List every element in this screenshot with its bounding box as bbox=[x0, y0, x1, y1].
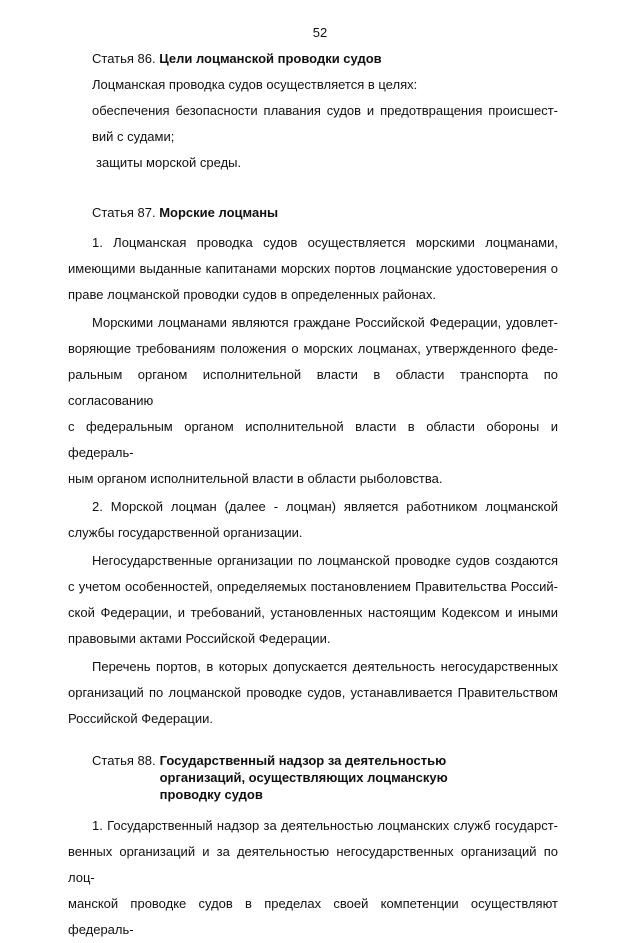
article-86-purpose-1 bbox=[68, 98, 558, 150]
article-87-paragraph-1 bbox=[68, 230, 558, 308]
article-86-intro: Лоцманская проводка судов осуществляется в целях: bbox=[92, 77, 418, 92]
text-line: с учетом особенностей, определяемых постановлением Правительства Россий- bbox=[68, 579, 558, 594]
article-86-purpose-2: защиты морской среды. bbox=[96, 155, 242, 170]
text-line: Негосударственные организации по лоцманской проводке судов создаются bbox=[92, 553, 558, 568]
text-line: Российской Федерации. bbox=[68, 711, 213, 726]
text-line: службы государственной организации. bbox=[68, 525, 303, 540]
article-86-title: Цели лоцманской проводки судов bbox=[159, 51, 382, 66]
article-88-paragraph-1 bbox=[68, 813, 558, 943]
article-88-title bbox=[156, 752, 448, 803]
article-88-title-line: Государственный надзор за деятельностью bbox=[159, 753, 447, 768]
text-line: Морскими лоцманами являются граждане Российской Федерации, удовлет- bbox=[92, 315, 558, 330]
article-87-title: Морские лоцманы bbox=[159, 205, 279, 220]
document-body bbox=[68, 46, 558, 943]
article-87-paragraph-4 bbox=[68, 548, 558, 652]
text-line: правовыми актами Российской Федерации. bbox=[68, 631, 331, 646]
text-line: венных организаций и за деятельностью негосударственных организаций по лоц- bbox=[68, 844, 558, 885]
article-87-label: Статья 87. bbox=[92, 205, 156, 220]
text-line: организаций по лоцманской проводке судов, устанавливается Правительством bbox=[68, 685, 558, 700]
text-line: с федеральным органом исполнительной власти в области обороны и федераль- bbox=[68, 419, 558, 460]
text-line: обеспечения безопасности плавания судов и предотвращения происшест- bbox=[92, 103, 558, 118]
text-line: ральным органом исполнительной власти в области транспорта по согласованию bbox=[68, 367, 558, 408]
article-86-label: Статья 86. bbox=[92, 51, 156, 66]
article-88-title-line: проводку судов bbox=[159, 787, 263, 802]
article-86-heading bbox=[68, 46, 558, 72]
text-line: праве лоцманской проводки судов в определенных районах. bbox=[68, 287, 436, 302]
article-87-paragraph-5 bbox=[68, 654, 558, 732]
article-87-heading bbox=[68, 200, 558, 226]
article-88-title-line: организаций, осуществляющих лоцманскую bbox=[159, 770, 448, 785]
text-line: 1. Лоцманская проводка судов осуществляется морскими лоцманами, bbox=[92, 235, 558, 250]
text-line: 2. Морской лоцман (далее - лоцман) является работником лоцманской bbox=[92, 499, 558, 514]
text-line: вий с судами; bbox=[92, 129, 175, 144]
article-88-label: Статья 88. bbox=[92, 753, 156, 768]
text-line: ным органом исполнительной власти в области рыболовства. bbox=[68, 471, 443, 486]
text-line: 1. Государственный надзор за деятельностью лоцманских служб государст- bbox=[92, 818, 558, 833]
article-87-paragraph-3 bbox=[68, 494, 558, 546]
page-number: 52 bbox=[312, 25, 328, 40]
text-line: имеющими выданные капитанами морских портов лоцманские удостоверения о bbox=[68, 261, 558, 276]
text-line: Перечень портов, в которых допускается деятельность негосударственных bbox=[92, 659, 558, 674]
article-87-paragraph-2 bbox=[68, 310, 558, 492]
text-line: воряющие требованиям положения о морских лоцманах, утвержденного феде- bbox=[68, 341, 558, 356]
text-line: ской Федерации, и требований, установленных настоящим Кодексом и иными bbox=[68, 605, 558, 620]
text-line: манской проводке судов в пределах своей компетенции осуществляют федераль- bbox=[68, 896, 558, 937]
article-88-heading bbox=[68, 752, 558, 803]
